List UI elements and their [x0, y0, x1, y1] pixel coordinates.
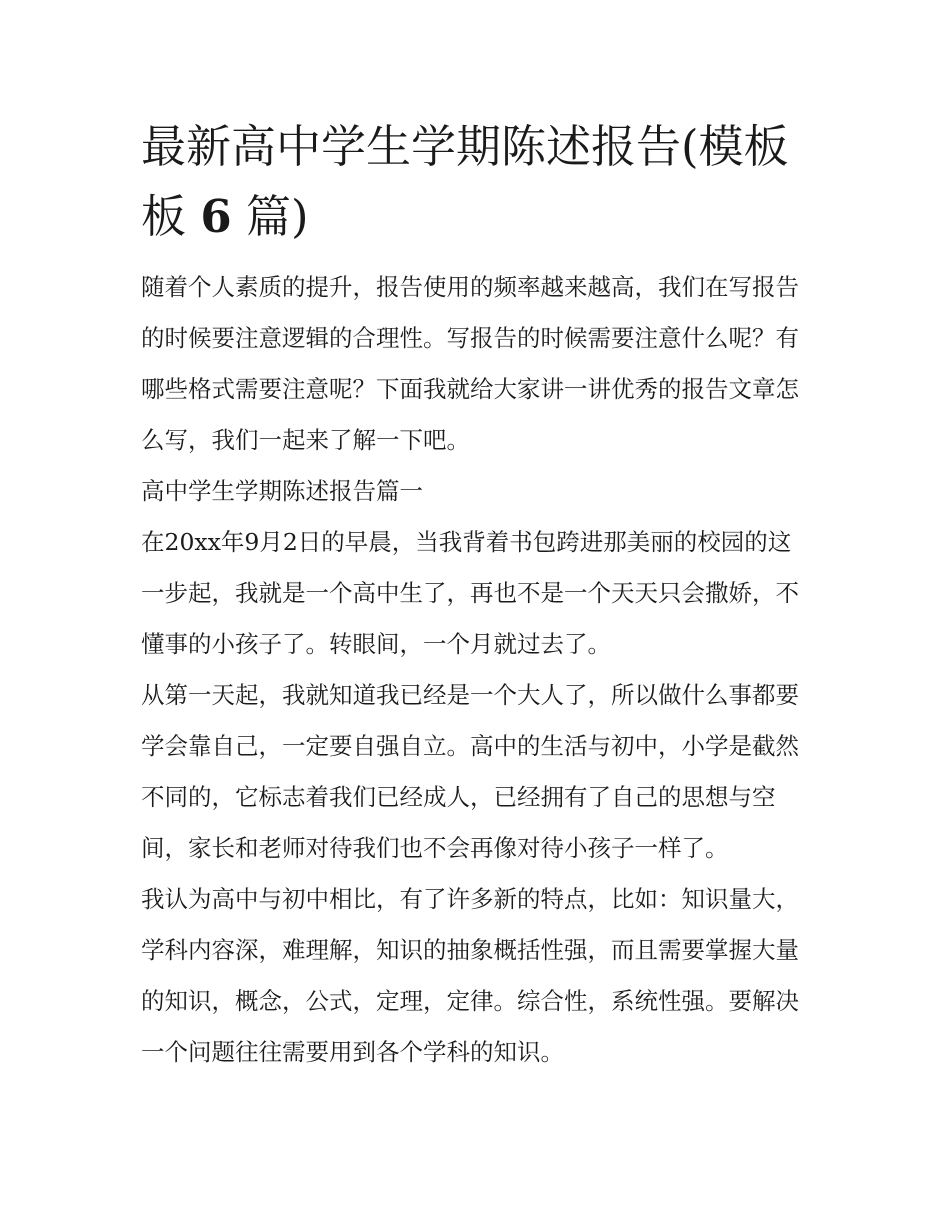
body-paragraph-3: 我认为高中与初中相比，有了许多新的特点，比如：知识量大，学科内容深，难理解，知识的抽象概括性强，而且需要掌握大量的知识，概念，公式，定理，定律。综合性，系统性强。要解决一个问题往往需要用到各个学科的知识。: [141, 885, 799, 1066]
section-heading: 高中学生学期陈述报告篇一: [141, 477, 423, 505]
document-title: [141, 112, 813, 252]
intro-paragraph: 随着个人素质的提升，报告使用的频率越来越高，我们在写报告的时候要注意逻辑的合理性。写报告的时候需要注意什么呢？有哪些格式需要注意呢？下面我就给大家讲一讲优秀的报告文章怎么写，我们一起来了解一下吧。: [141, 273, 799, 454]
title-number: 6: [200, 190, 232, 243]
body-paragraph-2: 从第一天起，我就知道我已经是一个大人了，所以做什么事都要学会靠自己，一定要自强自立。高中的生活与初中，小学是截然不同的，它标志着我们已经成人，已经拥有了自己的思想与空间，家长和老师对待我们也不会再像对待小孩子一样了。: [141, 681, 799, 862]
title-part-2: 篇): [245, 190, 309, 243]
document-body: [141, 262, 813, 1078]
title-part-1: 最新高中学生学期陈述报告(模板: [141, 120, 789, 173]
body-paragraph-1: 在20xx年9月2日的早晨，当我背着书包跨进那美丽的校园的这一步起，我就是一个高中生了，再也不是一个天天只会撒娇，不懂事的小孩子了。转眼间，一个月就过去了。: [141, 528, 799, 658]
document-content: [141, 112, 813, 1078]
title-part-board: 板: [141, 190, 187, 243]
